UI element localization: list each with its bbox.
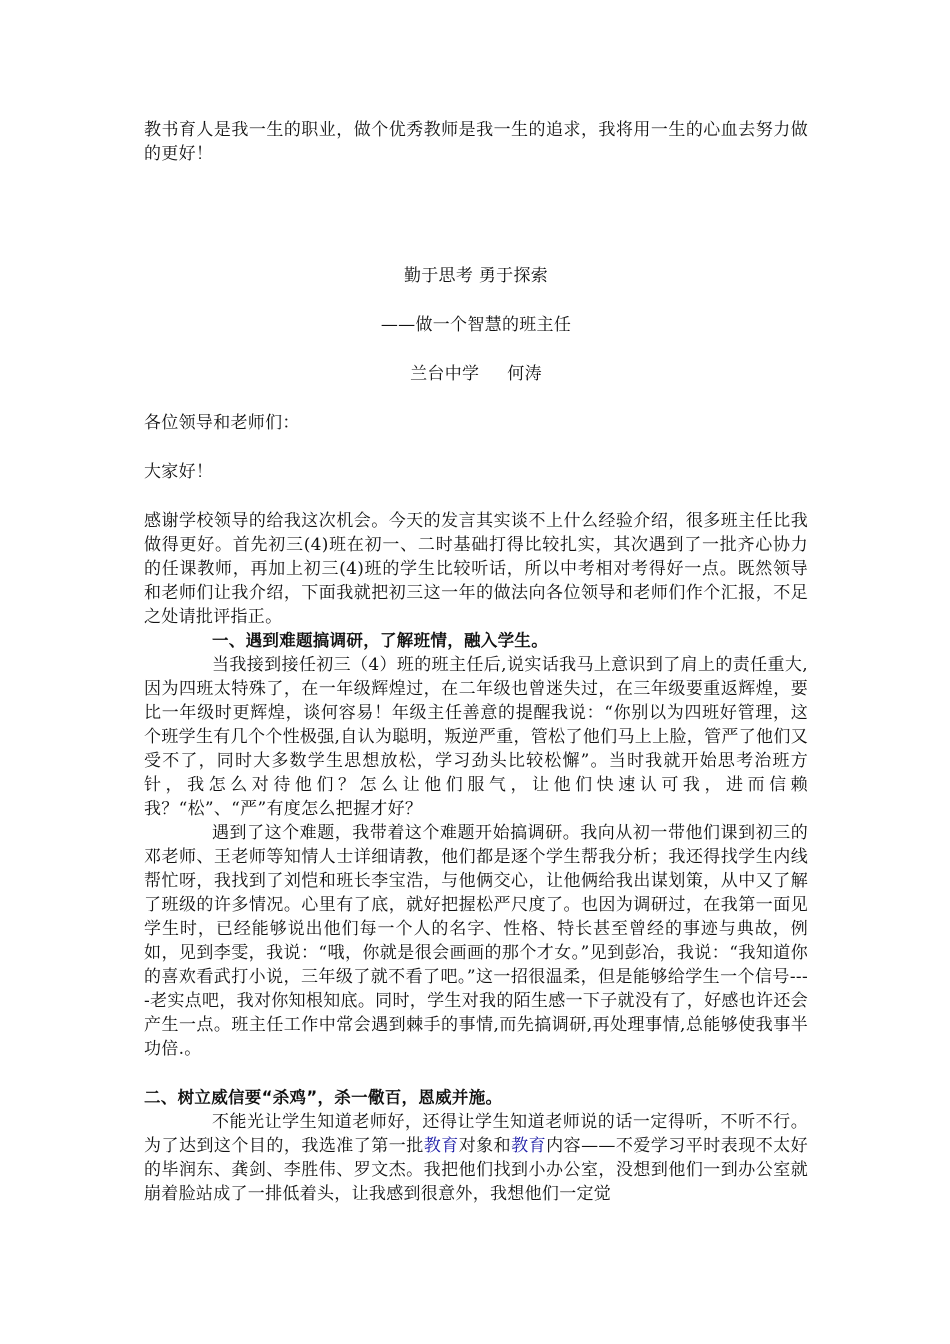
- author-line: [144, 362, 808, 386]
- section-2-text-a: 不能光让学生知道老师好，还得让学生知道老师说的话一定得听，不听不行。为了达到这个目的，我选准了第一批: [144, 1112, 808, 1156]
- section-1-heading: 一、遇到难题搞调研，了解班情，融入学生。: [212, 631, 548, 650]
- speech-subtitle: ——做一个智慧的班主任: [380, 315, 572, 335]
- education-link-2[interactable]: 教育: [511, 1136, 547, 1156]
- greeting: 大家好！: [144, 462, 214, 482]
- opening-paragraph: 感谢学校领导的给我这次机会。今天的发言其实谈不上什么经验介绍，很多班主任比我做得更好。首先初三(4)班在初一、二时基础打得比较扎实，其次遇到了一批齐心协力的任课教师，再加上初三(4)班的学生比较听话，所以中考相对考得好一点。既然领导和老师们让我介绍，下面我就把初三这一年的做法向各位领导和老师们作个汇报，不足之处请批评指正。: [144, 511, 808, 627]
- salutation: 各位领导和老师们：: [144, 413, 300, 433]
- author-school: 兰台中学: [410, 364, 480, 384]
- section-1-paragraph-1: 当我接到接任初三（4）班的班主任后,说实话我马上意识到了肩上的责任重大,因为四班太特殊了，在一年级辉煌过，在二年级也曾迷失过，在三年级要重返辉煌，要比一年级时更辉煌，谈何容易！年级主任善意的提醒我说：“你别以为四班好管理，这个班学生有几个个性极强,自认为聪明，叛逆严重，管松了他们马上上脸，管严了他们又受不了，同时大多数学生思想放松，学习劲头比较松懈”。当时我就开始思考治班方针，我怎么对待他们？怎么让他们服气，让他们快速认可我，进而信赖我？“松”、“严”有度怎么把握才好？: [144, 655, 808, 819]
- education-link-1[interactable]: 教育: [423, 1136, 459, 1156]
- section-2-text-c: 内容——不爱学习平时表现不太好的毕润东、龚剑、李胜伟、罗文杰。我把他们找到小办公室，没想到他们一到办公室就崩着脸站成了一排低着头，让我感到很意外，我想他们一定觉: [144, 1136, 808, 1204]
- author-name: 何涛: [507, 364, 542, 384]
- section-2-paragraph-1: [144, 1110, 808, 1206]
- speech-title: 勤于思考 勇于探索: [403, 266, 549, 286]
- title-block: [144, 264, 808, 386]
- document-page: [144, 118, 808, 1206]
- section-1-paragraph-2: 遇到了这个难题，我带着这个难题开始搞调研。我向从初一带他们课到初三的邓老师、王老师等知情人士详细请教，他们都是逐个学生帮我分析；我还得找学生内线帮忙呀，我找到了刘恺和班长李宝浩，与他俩交心，让他俩给我出谋划策，从中又了解了班级的许多情况。心里有了底，就好把握松严尺度了。也因为调研过，在我第一面见学生时，已经能够说出他们每一个人的名字、性格、特长甚至曾经的事迹与典故，例如，见到李雯，我说：“哦，你就是很会画画的那个才女。”见到彭冶，我说：“我知道你的喜欢看武打小说，三年级了就不看了吧。”这一招很温柔，但是能够给学生一个信号----老实点吧，我对你知根知底。同时，学生对我的陌生感一下子就没有了，好感也许还会产生一点。班主任工作中常会遇到棘手的事情,而先搞调研,再处理事情,总能够使我事半功倍.。: [144, 823, 808, 1059]
- section-2-heading: 二、树立威信要“杀鸡”，杀一儆百，恩威并施。: [144, 1088, 503, 1107]
- intro-paragraph: 教书育人是我一生的职业，做个优秀教师是我一生的追求，我将用一生的心血去努力做的更好！: [144, 120, 808, 164]
- section-2-text-b: 对象和: [458, 1136, 512, 1156]
